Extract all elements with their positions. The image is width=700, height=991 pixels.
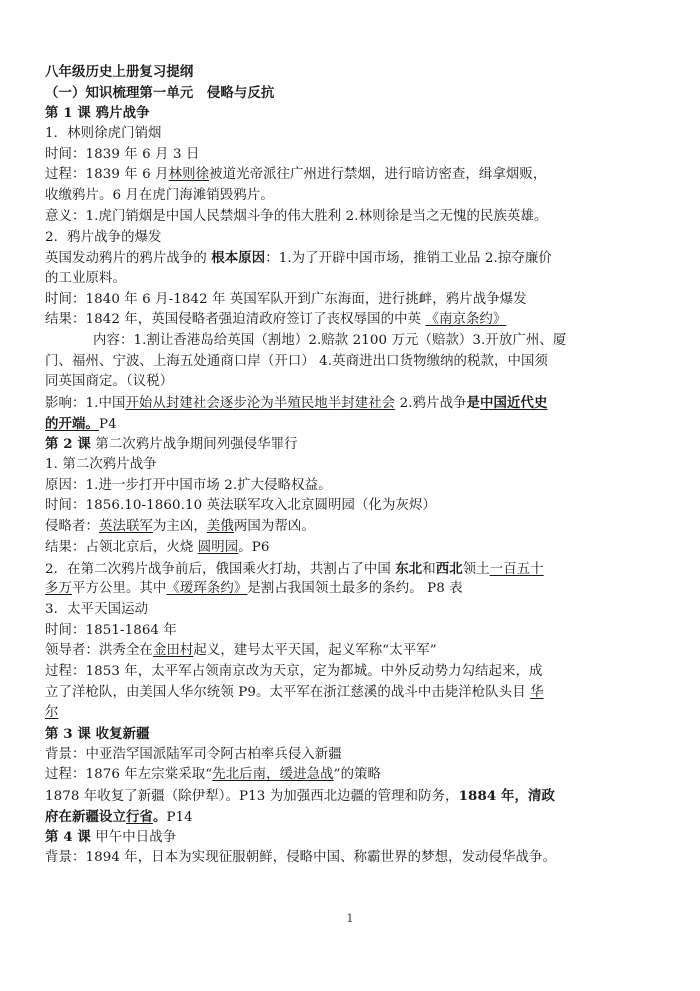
text-segment: 时间：1840 年 6 月-1842 年 英国军队开到广东海面，进行挑衅，鸦片战争爆发 — [45, 291, 527, 307]
text-line — [45, 434, 660, 455]
text-line — [45, 621, 660, 642]
text-segment: 起义，建号太平天国，起义军称“太平军” — [193, 643, 437, 659]
text-line — [45, 683, 660, 704]
document-body — [45, 62, 660, 869]
text-segment: 2．在第二次鸦片战争前后，俄国乘火打劫，共割占了中国 — [45, 561, 396, 577]
text-segment: 过程：1853 年，太平军占领南京改为天京，定为都城。中外反动势力勾结起来，成 — [45, 663, 543, 679]
text-line — [45, 145, 660, 166]
text-segment: 第二次鸦片战争期间列强侵华罪行 — [90, 437, 298, 453]
text-segment: 影响：1.中国 — [45, 396, 126, 411]
bold-text: 第 4 课 — [45, 829, 91, 846]
bold-text: 西北 — [435, 560, 463, 577]
text-line — [45, 393, 660, 414]
text-segment: 被道光帝派往广州进行禁烟，进行暗访密查，缉拿烟贩， — [209, 167, 547, 183]
underlined-key-term: 多万 — [45, 581, 72, 597]
text-segment: 领导者：洪秀全在 — [45, 643, 153, 659]
text-segment: 门、福州、宁波、上海五处通商口岸（开口） 4.英商进出口货物缴纳的税款，中国须 — [45, 353, 548, 369]
text-line — [45, 186, 660, 207]
text-segment: 1878 年收复了新疆（除伊犁）。P13 为加强西北边疆的管理和防务， — [45, 789, 459, 805]
text-line — [45, 165, 660, 186]
text-segment: 时间：1851-1864 年 — [45, 622, 177, 638]
text-segment: ：1.为了开辟中国市场，推销工业品 2.掠夺廉价 — [265, 251, 552, 267]
underlined-key-term: 一百五十 — [489, 561, 544, 577]
text-segment: 为主凶， — [152, 519, 207, 535]
text-segment: ”的策略 — [333, 767, 382, 783]
text-line — [45, 745, 660, 766]
underlined-key-term: 华 — [530, 684, 544, 700]
text-segment: 和 — [422, 561, 436, 577]
text-segment: 英国发动鸦片的鸦片战争的 — [45, 251, 212, 267]
text-segment: 内容：1.割让香港岛给英国（割地）2.赔款 2100 万元（赔款）3.开放广州、厦 — [93, 332, 567, 348]
text-segment: 背景：1894 年，日本为实现征服朝鲜，侵略中国、称霸世界的梦想，发动侵华战争。 — [45, 850, 557, 866]
text-segment: 原因：1.进一步打开中国市场 2.扩大侵略权益。 — [45, 477, 332, 493]
text-line — [45, 827, 660, 848]
text-line — [45, 83, 660, 104]
text-line — [45, 124, 660, 145]
text-segment: 收缴鸦片。6 月在虎门海滩销毁鸦片。 — [45, 188, 274, 204]
text-line — [45, 103, 660, 124]
text-segment: 第 3 课 收复新疆 — [45, 726, 150, 742]
text-line — [45, 559, 660, 580]
bold-text: 是 — [466, 395, 481, 411]
text-segment: 领土 — [462, 561, 490, 577]
text-line — [45, 538, 660, 559]
underlined-key-term: 《瑷珲条约》 — [166, 581, 248, 597]
underlined-key-term: 美俄 — [206, 519, 234, 535]
text-line — [45, 724, 660, 745]
text-segment: 。P6 — [238, 539, 270, 555]
text-segment: 结果：占领北京后，火烧 — [45, 539, 198, 555]
underlined-key-term: 林则徐 — [168, 167, 210, 183]
text-line — [45, 600, 660, 621]
underlined-key-term: 先北后南，缓进急战 — [212, 767, 334, 783]
text-line — [45, 248, 660, 269]
text-line — [45, 269, 660, 290]
text-segment: 同英国商定。（议税） — [45, 374, 174, 390]
underlined-key-term: 开始从封建社会逐步沦为半殖民地半封建社会 — [125, 396, 396, 411]
underlined-key-term: 圆明园 — [197, 539, 239, 555]
bold-text: 根本原因 — [211, 250, 266, 267]
text-line — [45, 786, 660, 807]
text-line — [45, 703, 660, 724]
bold-text: 1884 年，清政 — [458, 788, 556, 805]
text-segment: 时间：1856.10-1860.10 英法联军攻入北京圆明园（化为灰烬） — [45, 498, 436, 514]
text-line — [45, 765, 660, 786]
underlined-key-term: 尔 — [45, 705, 59, 721]
page-number: 1 — [346, 912, 354, 925]
text-line — [45, 807, 660, 828]
text-segment: 过程：1839 年 6 月 — [45, 167, 169, 183]
text-line — [45, 372, 660, 393]
text-line — [45, 476, 660, 497]
text-line — [45, 331, 660, 352]
text-segment: 八年级历史上册复习提纲 — [45, 64, 194, 80]
underlined-key-term: 的开端。 — [45, 415, 99, 432]
underlined-key-term: 《南京条约》 — [425, 312, 507, 328]
underlined-key-term: 英法联军 — [98, 519, 153, 535]
text-segment: 2.鸦片战争 — [395, 396, 467, 411]
text-line — [45, 455, 660, 476]
underlined-key-term: 中国近代史 — [480, 395, 548, 411]
text-segment: P4 — [98, 416, 117, 432]
text-segment: 1．林则徐虎门销烟 — [45, 126, 162, 142]
text-line — [45, 496, 660, 517]
text-segment: 平方公里。其中 — [71, 581, 167, 597]
text-segment: 侵略者： — [45, 519, 99, 535]
bold-text: 第 2 课 — [45, 436, 91, 453]
bold-text: 府在新疆设立 — [45, 808, 126, 825]
underlined-key-term: 行省 — [125, 808, 153, 825]
text-segment: 两国为帮凶。 — [233, 519, 315, 535]
text-segment: 背景：中亚浩罕国派陆军司令阿古柏率兵侵入新疆 — [45, 746, 342, 762]
text-line — [45, 310, 660, 331]
text-line — [45, 517, 660, 538]
text-segment: 2．鸦片战争的爆发 — [45, 229, 162, 245]
underlined-key-term: 金田村 — [152, 643, 194, 659]
text-line — [45, 207, 660, 228]
text-segment: 是割占我国领土最多的条约。 P8 表 — [247, 581, 463, 597]
text-line — [45, 290, 660, 311]
text-line — [45, 414, 660, 435]
text-segment: 结果：1842 年，英国侵略者强迫清政府签订了丧权辱国的中英 — [45, 312, 426, 328]
text-segment: 1. 第二次鸦片战争 — [45, 457, 157, 473]
text-line — [45, 848, 660, 869]
text-line — [45, 641, 660, 662]
bold-text: 。 — [152, 808, 167, 825]
text-segment: 3．太平天国运动 — [45, 601, 149, 617]
text-segment: 过程：1876 年左宗棠采取“ — [45, 767, 213, 783]
text-segment: 意义：1.虎门销烟是中国人民禁烟斗争的伟大胜利 2.林则徐是当之无愧的民族英雄。 — [45, 208, 548, 224]
text-segment: 立了洋枪队，由美国人华尔统领 P9。太平军在浙江慈溪的战斗中击毙洋枪队头目 — [45, 684, 531, 700]
text-segment: P14 — [166, 809, 193, 825]
text-line — [45, 579, 660, 600]
text-line — [45, 228, 660, 249]
text-line — [45, 352, 660, 373]
text-segment: 的工业原料。 — [45, 270, 126, 286]
text-line — [45, 662, 660, 683]
text-segment: 第 1 课 鸦片战争 — [45, 105, 150, 122]
text-segment: 甲午中日战争 — [90, 830, 177, 846]
bold-text: 东北 — [395, 560, 423, 577]
text-segment: （一）知识梳理第一单元 侵略与反抗 — [45, 84, 275, 101]
text-segment: 时间：1839 年 6 月 3 日 — [45, 146, 200, 162]
text-line — [45, 62, 660, 83]
